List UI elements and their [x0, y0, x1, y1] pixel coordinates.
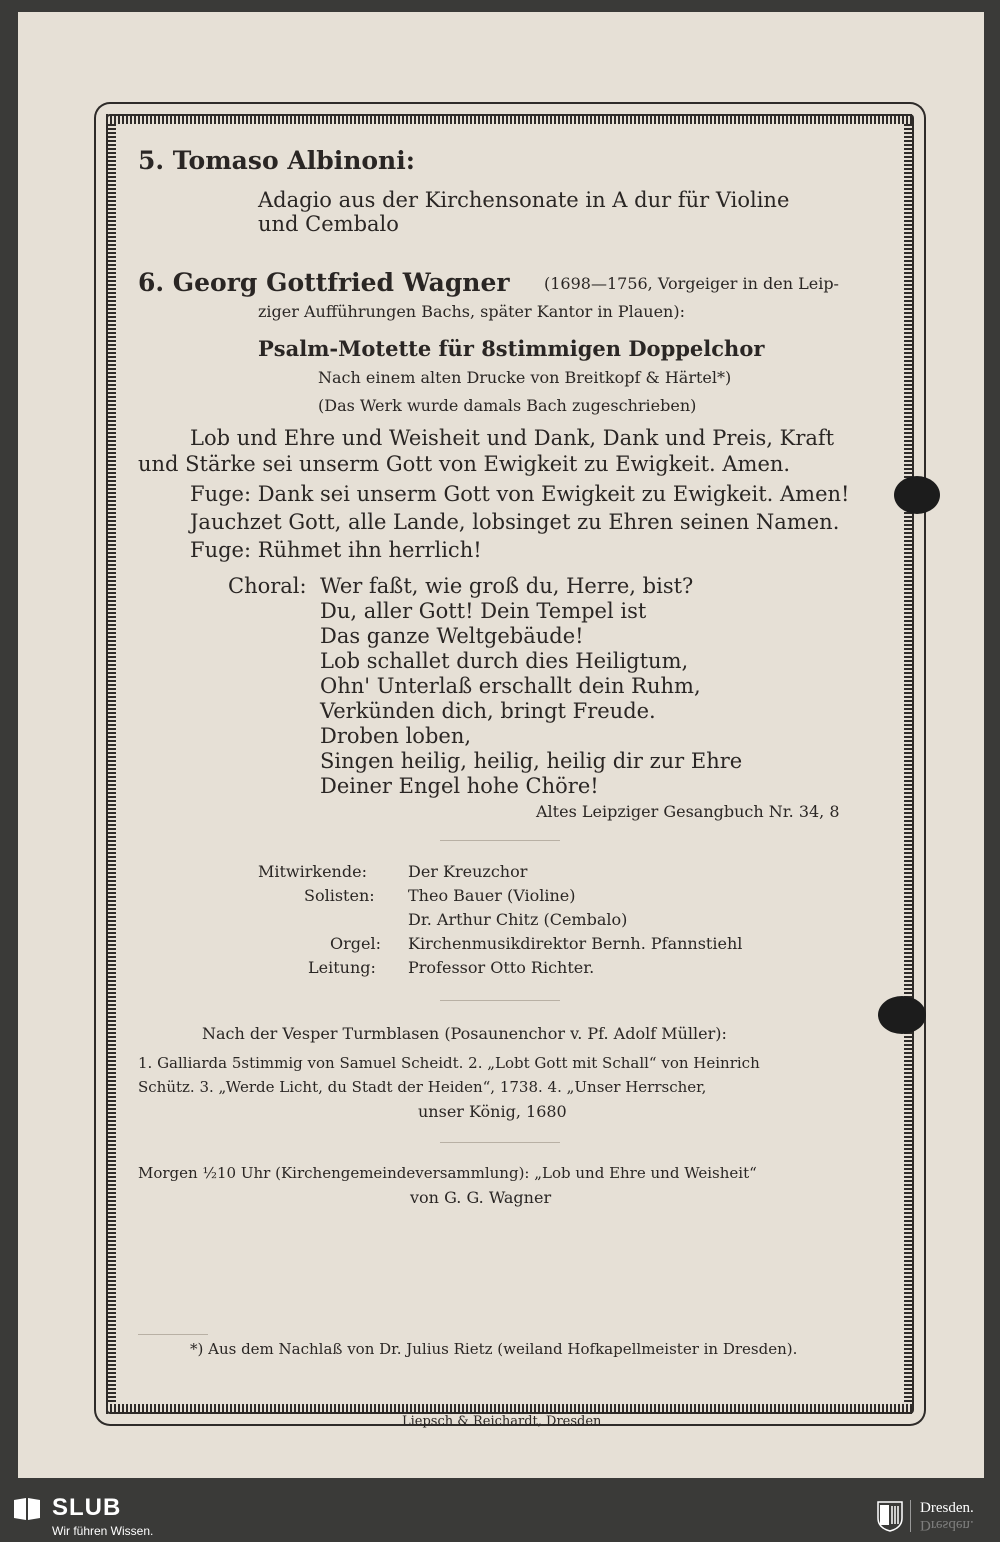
text-line2: und Stärke sei unserm Gott von Ewigkeit zu Ewigkeit. Amen.: [138, 452, 791, 476]
turmblasen-line1: Nach der Vesper Turmblasen (Posaunenchor v. Pf. Adolf Müller):: [202, 1024, 727, 1043]
item6-title: Psalm-Motette für 8stimmigen Doppelchor: [258, 336, 765, 361]
document-page: [18, 12, 984, 1478]
choral-source: Altes Leipziger Gesangbuch Nr. 34, 8: [536, 802, 840, 821]
viewer-footer: [0, 1490, 1000, 1542]
choral-line: Ohn' Unterlaß erschallt dein Ruhm,: [320, 674, 701, 698]
credits-orgel-label: Orgel:: [330, 934, 381, 953]
item6-note-line1: (1698—1756, Vorgeiger in den Leip-: [544, 274, 839, 293]
punch-hole-lower: [878, 996, 926, 1034]
morgen-line2: von G. G. Wagner: [410, 1188, 552, 1207]
footnote: *) Aus dem Nachlaß von Dr. Julius Rietz (weiland Hofkapellmeister in Dresden).: [190, 1340, 798, 1358]
item5-work-line1: Adagio aus der Kirchensonate in A dur für Violine: [258, 188, 790, 212]
choral-label: Choral:: [228, 574, 307, 598]
credits-leitung: Professor Otto Richter.: [408, 958, 595, 977]
choral-line: Droben loben,: [320, 724, 472, 748]
morgen-line1: Morgen ½10 Uhr (Kirchengemeindeversammlung): „Lob und Ehre und Weisheit“: [138, 1164, 757, 1182]
footnote-rule: [138, 1334, 208, 1335]
choral-line: Das ganze Weltgebäude!: [320, 624, 584, 648]
punch-hole-upper: [894, 476, 940, 514]
credits-leitung-label: Leitung:: [308, 958, 376, 977]
text-line4: Jauchzet Gott, alle Lande, lobsinget zu Ehren seinen Namen.: [190, 510, 840, 534]
choral-line: Singen heilig, heilig, heilig dir zur Ehre: [320, 749, 743, 773]
city-name-reflection: Dresden.: [920, 1517, 974, 1533]
slub-logo-icon: [12, 1496, 42, 1522]
printer-imprint: Liepsch & Reichardt, Dresden: [402, 1414, 602, 1429]
item5-heading: 5. Tomaso Albinoni:: [138, 146, 415, 175]
dresden-crest-icon: [876, 1500, 904, 1532]
divider: [440, 1142, 560, 1143]
item6-heading: 6. Georg Gottfried Wagner: [138, 268, 510, 297]
text-line5: Fuge: Rühmet ihn herrlich!: [190, 538, 482, 562]
item5-work-line2: und Cembalo: [258, 212, 399, 236]
turmblasen-line2: 1. Galliarda 5stimmig von Samuel Scheidt. 2. „Lobt Gott mit Schall“ von Heinrich: [138, 1054, 760, 1072]
text-line1: Lob und Ehre und Weisheit und Dank, Dank und Preis, Kraft: [190, 426, 835, 450]
turmblasen-line4: unser König, 1680: [418, 1102, 567, 1121]
text-line3: Fuge: Dank sei unserm Gott von Ewigkeit zu Ewigkeit. Amen!: [190, 482, 850, 506]
choral-line: Verkünden dich, bringt Freude.: [320, 699, 656, 723]
item6-source: Nach einem alten Drucke von Breitkopf & Härtel*): [318, 368, 732, 387]
turmblasen-line3: Schütz. 3. „Werde Licht, du Stadt der Heiden“, 1738. 4. „Unser Herrscher,: [138, 1078, 707, 1096]
choral-line: Lob schallet durch dies Heiligtum,: [320, 649, 689, 673]
credits-mitwirkende-label: Mitwirkende:: [258, 862, 367, 881]
credits-solisten-label: Solisten:: [304, 886, 375, 905]
item6-attribution: (Das Werk wurde damals Bach zugeschrieben): [318, 396, 697, 415]
credits-solist1: Theo Bauer (Violine): [408, 886, 576, 905]
credits-mitwirkende: Der Kreuzchor: [408, 862, 528, 881]
choral-line: Wer faßt, wie groß du, Herre, bist?: [320, 574, 694, 598]
library-tagline: Wir führen Wissen.: [52, 1524, 154, 1538]
choral-line: Deiner Engel hohe Chöre!: [320, 774, 599, 798]
library-name: SLUB: [52, 1494, 122, 1521]
divider: [440, 1000, 560, 1001]
credits-orgel: Kirchenmusikdirektor Bernh. Pfannstiehl: [408, 934, 743, 953]
city-name: Dresden.: [920, 1500, 974, 1516]
item6-note-line2: ziger Aufführungen Bachs, später Kantor in Plauen):: [258, 302, 685, 321]
choral-line: Du, aller Gott! Dein Tempel ist: [320, 599, 647, 623]
footer-separator: [910, 1500, 911, 1532]
credits-solist2: Dr. Arthur Chitz (Cembalo): [408, 910, 628, 929]
divider: [440, 840, 560, 841]
